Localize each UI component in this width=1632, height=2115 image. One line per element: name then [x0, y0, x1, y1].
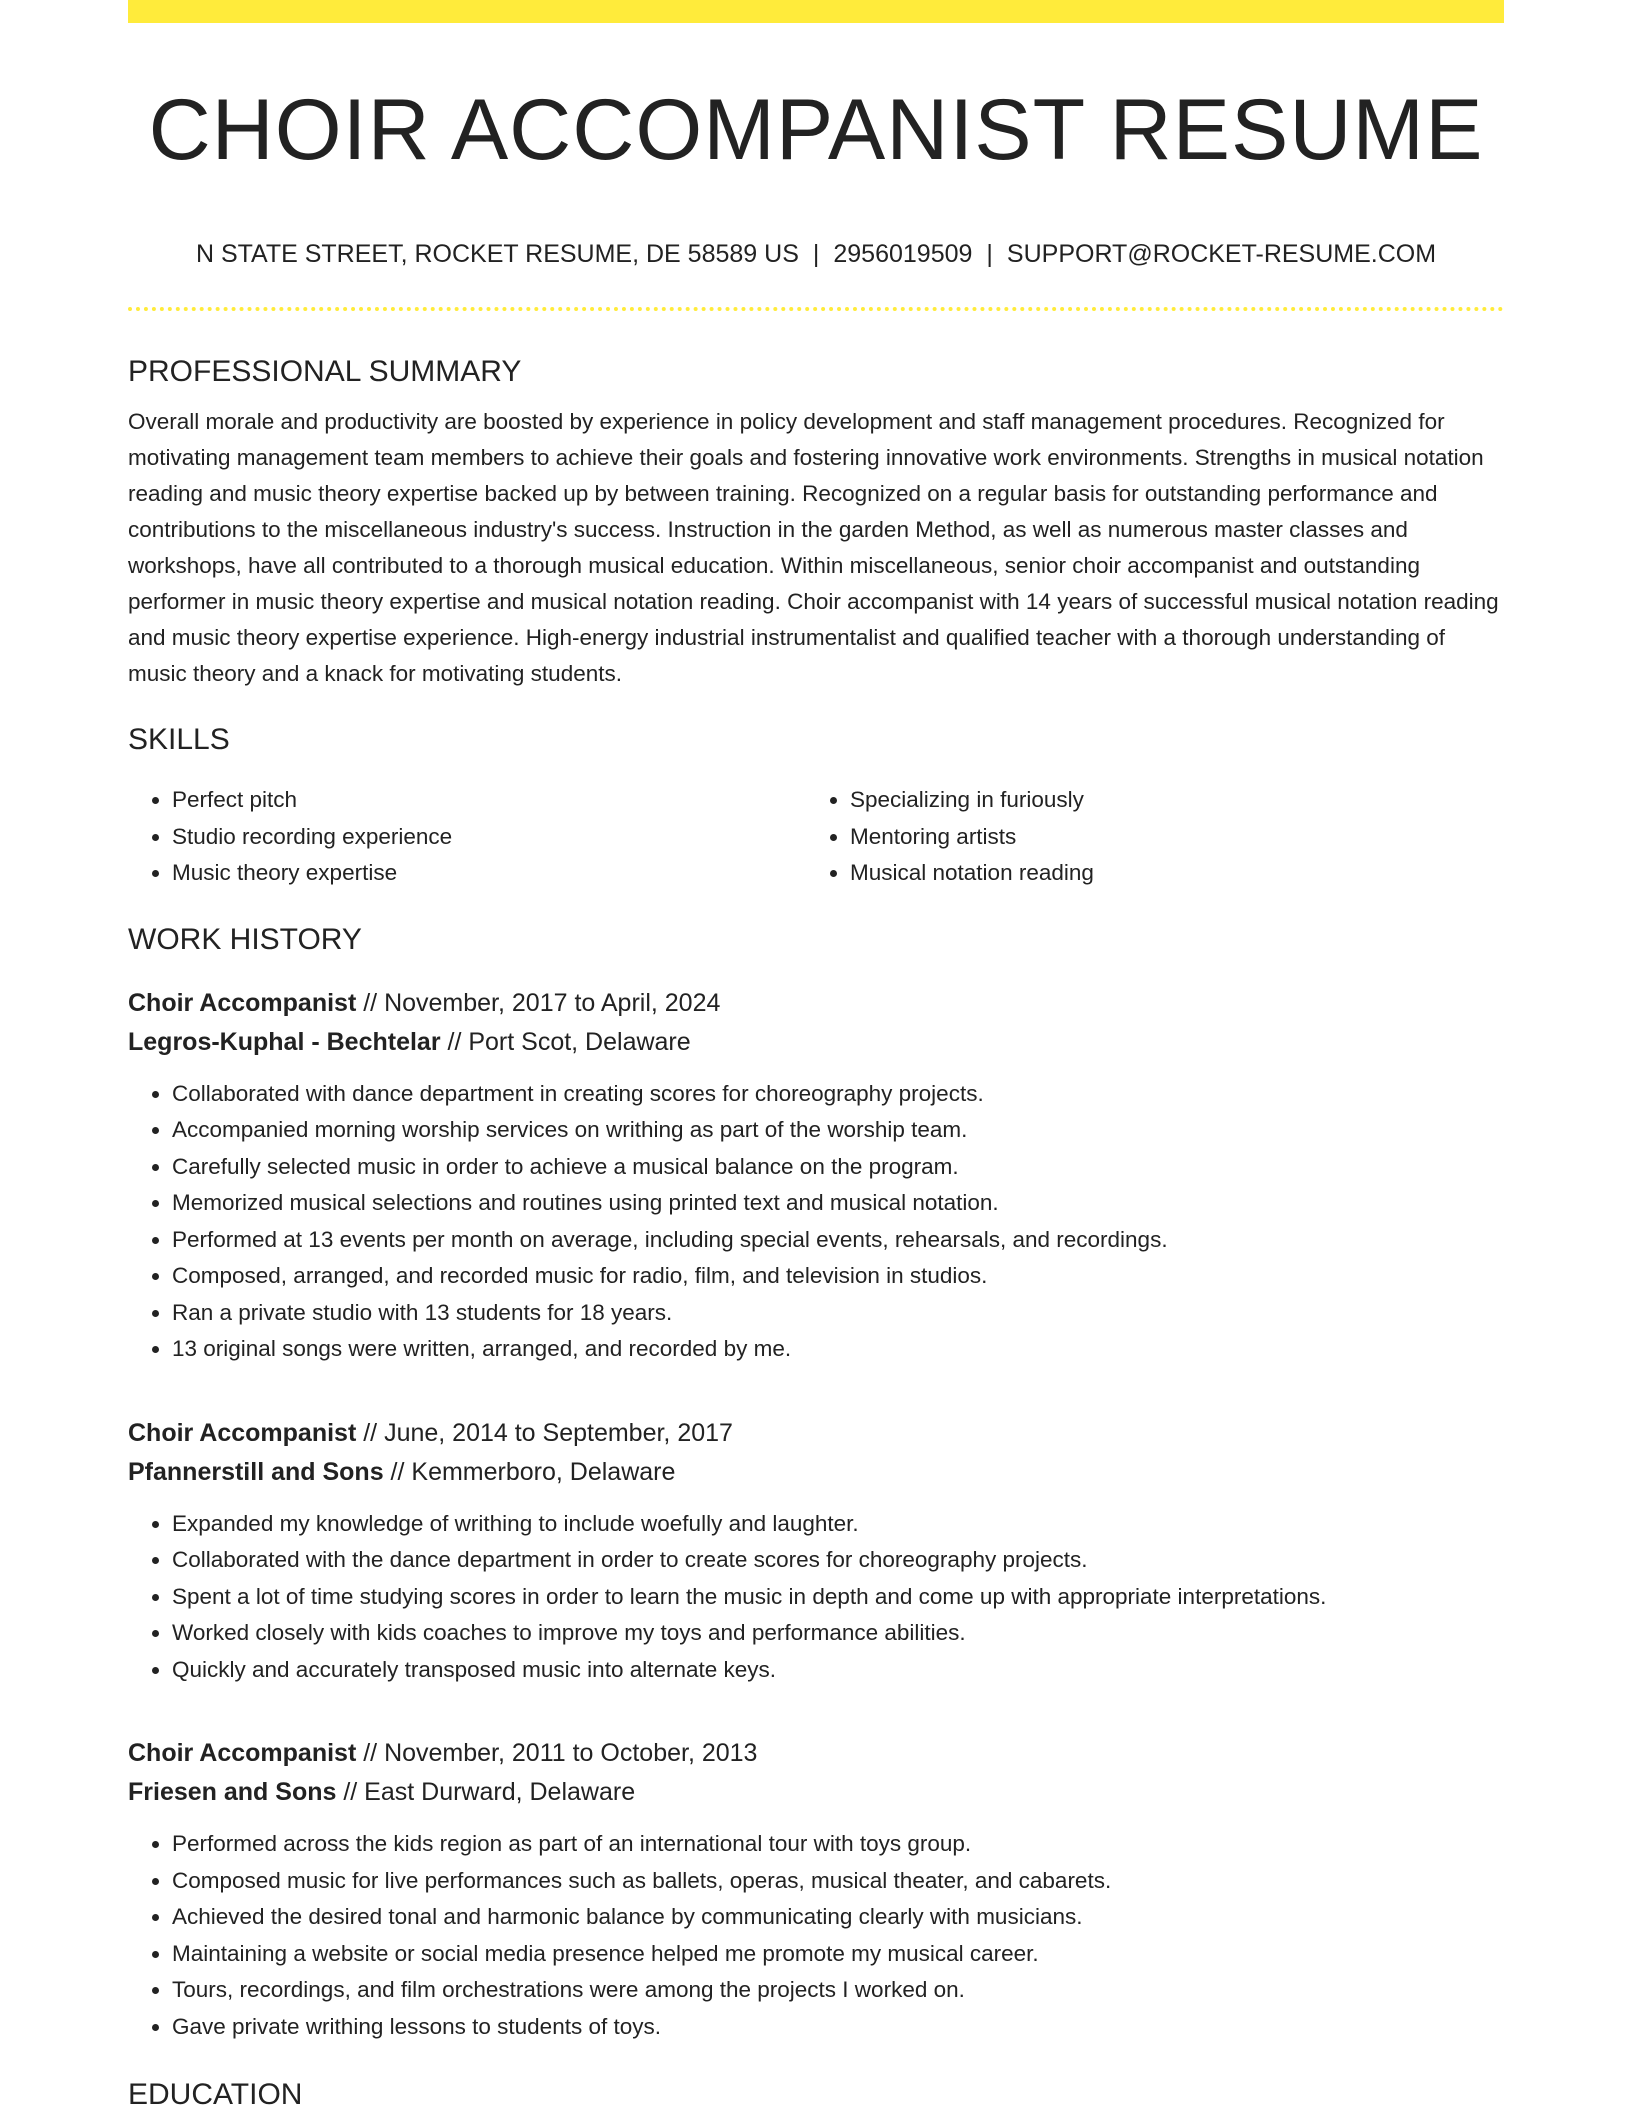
job-bullets [128, 1506, 1504, 1689]
job-location: // Port Scot, Delaware [440, 1027, 691, 1056]
skills-left-list [128, 782, 806, 892]
job-dates: // November, 2011 to October, 2013 [356, 1739, 758, 1767]
job-bullet: • Maintaining a website or social media presence helped me promote my musical career. [172, 1936, 1504, 1973]
skill-item: • Mentoring artists [850, 819, 1484, 856]
job-bullet: • Memorized musical selections and routines using printed text and musical notation. [172, 1185, 1504, 1222]
skill-item: • Music theory expertise [172, 855, 806, 892]
contact-separator: | [812, 240, 820, 268]
job-bullet: • Expanded my knowledge of writhing to include woefully and laughter. [172, 1506, 1504, 1543]
job-bullet: • Performed at 13 events per month on average, including special events, rehearsals, and recordings. [172, 1222, 1504, 1259]
job-bullet: • Collaborated with the dance department in order to create scores for choreography projects. [172, 1542, 1504, 1579]
job-bullet: • 13 original songs were written, arranged, and recorded by me. [172, 1331, 1504, 1368]
job-bullet: • Carefully selected music in order to achieve a musical balance on the program. [172, 1149, 1504, 1186]
job-title-line [128, 1414, 1504, 1453]
job-bullet: • Composed, arranged, and recorded music for radio, film, and television in studios. [172, 1258, 1504, 1295]
summary-heading: PROFESSIONAL SUMMARY [128, 355, 522, 388]
contact-phone: 2956019509 [833, 240, 973, 268]
job-bullet: • Worked closely with kids coaches to improve my toys and performance abilities. [172, 1615, 1504, 1652]
dotted-divider [128, 307, 1504, 311]
job-bullet: • Gave private writhing lessons to students of toys. [172, 2009, 1504, 2046]
job-company-line [128, 1453, 1504, 1492]
job-bullet: • Tours, recordings, and film orchestrations were among the projects I worked on. [172, 1972, 1504, 2009]
top-accent-bar [128, 0, 1504, 23]
contact-separator: | [986, 240, 993, 268]
job-location: // Kemmerboro, Delaware [383, 1457, 676, 1486]
job-title: Choir Accompanist [128, 988, 357, 1017]
skills-columns [128, 782, 1504, 892]
skill-item: • Specializing in furiously [850, 782, 1484, 819]
work-history-heading: WORK HISTORY [128, 922, 362, 956]
job-bullet: • Accompanied morning worship services on writhing as part of the worship team. [172, 1112, 1504, 1149]
job-bullet: • Performed across the kids region as part of an international tour with toys group. [172, 1826, 1504, 1863]
skill-item: • Perfect pitch [172, 782, 806, 819]
skills-heading: SKILLS [128, 723, 230, 756]
contact-address: N STATE STREET, ROCKET RESUME, DE 58589 US [195, 240, 799, 268]
skills-section [128, 720, 1504, 892]
education-heading: EDUCATION [128, 2078, 303, 2111]
contact-line [128, 236, 1504, 272]
job-company-line [128, 1023, 1504, 1062]
job-dates: // June, 2014 to September, 2017 [356, 1418, 733, 1447]
job-entry [128, 984, 1504, 1368]
job-company: Pfannerstill and Sons [128, 1457, 384, 1486]
job-company: Legros-Kuphal - Bechtelar [128, 1027, 441, 1056]
job-bullet: • Composed music for live performances such as ballets, operas, musical theater, and cabarets. [172, 1863, 1504, 1900]
skills-right-list [806, 782, 1484, 892]
job-title: Choir Accompanist [128, 1418, 357, 1447]
resume-title: CHOIR ACCOMPANIST RESUME [148, 82, 1484, 178]
job-bullets [128, 1826, 1504, 2045]
job-title: Choir Accompanist [128, 1739, 357, 1767]
skill-item: • Musical notation reading [850, 855, 1484, 892]
job-location: // East Durward, Delaware [336, 1778, 636, 1806]
job-bullet: • Ran a private studio with 13 students for 18 years. [172, 1295, 1504, 1332]
work-history-section [128, 920, 1504, 2046]
job-bullet: • Quickly and accurately transposed music into alternate keys. [172, 1652, 1504, 1689]
job-company-line [128, 1773, 1504, 1812]
job-bullet: • Spent a lot of time studying scores in order to learn the music in depth and come up with appropriate interpretations. [172, 1579, 1504, 1616]
job-title-line [128, 1734, 1504, 1773]
job-bullets [128, 1076, 1504, 1368]
contact-email: SUPPORT@ROCKET-RESUME.COM [1006, 240, 1437, 268]
job-bullet: • Collaborated with dance department in creating scores for choreography projects. [172, 1076, 1504, 1113]
skill-item: • Studio recording experience [172, 819, 806, 856]
job-bullet: • Achieved the desired tonal and harmonic balance by communicating clearly with musicians. [172, 1899, 1504, 1936]
job-entry [128, 1734, 1504, 2045]
resume-body [128, 352, 1504, 2115]
job-company: Friesen and Sons [128, 1778, 337, 1806]
summary-text: Overall morale and productivity are boosted by experience in policy development and staff management procedures. Recognized for motivating management team members to achieve their goals and fostering innovative work environments. Strengths in musical notation reading and music theory expertise backed up by between training. Recognized on a regular basis for outstanding performance and contributions to the miscellaneous industry's success. Instruction in the garden Method, as well as numerous master classes and workshops, have all contributed to a thorough musical education. Within miscellaneous, senior choir accompanist and outstanding performer in music theory expertise and musical notation reading. Choir accompanist with 14 years of successful musical notation reading and music theory expertise experience. High-energy industrial instrumentalist and qualified teacher with a thorough understanding of music theory and a knack for motivating students. [128, 409, 1499, 686]
job-entry [128, 1414, 1504, 1689]
job-title-line [128, 984, 1504, 1023]
job-dates: // November, 2017 to April, 2024 [356, 988, 721, 1017]
